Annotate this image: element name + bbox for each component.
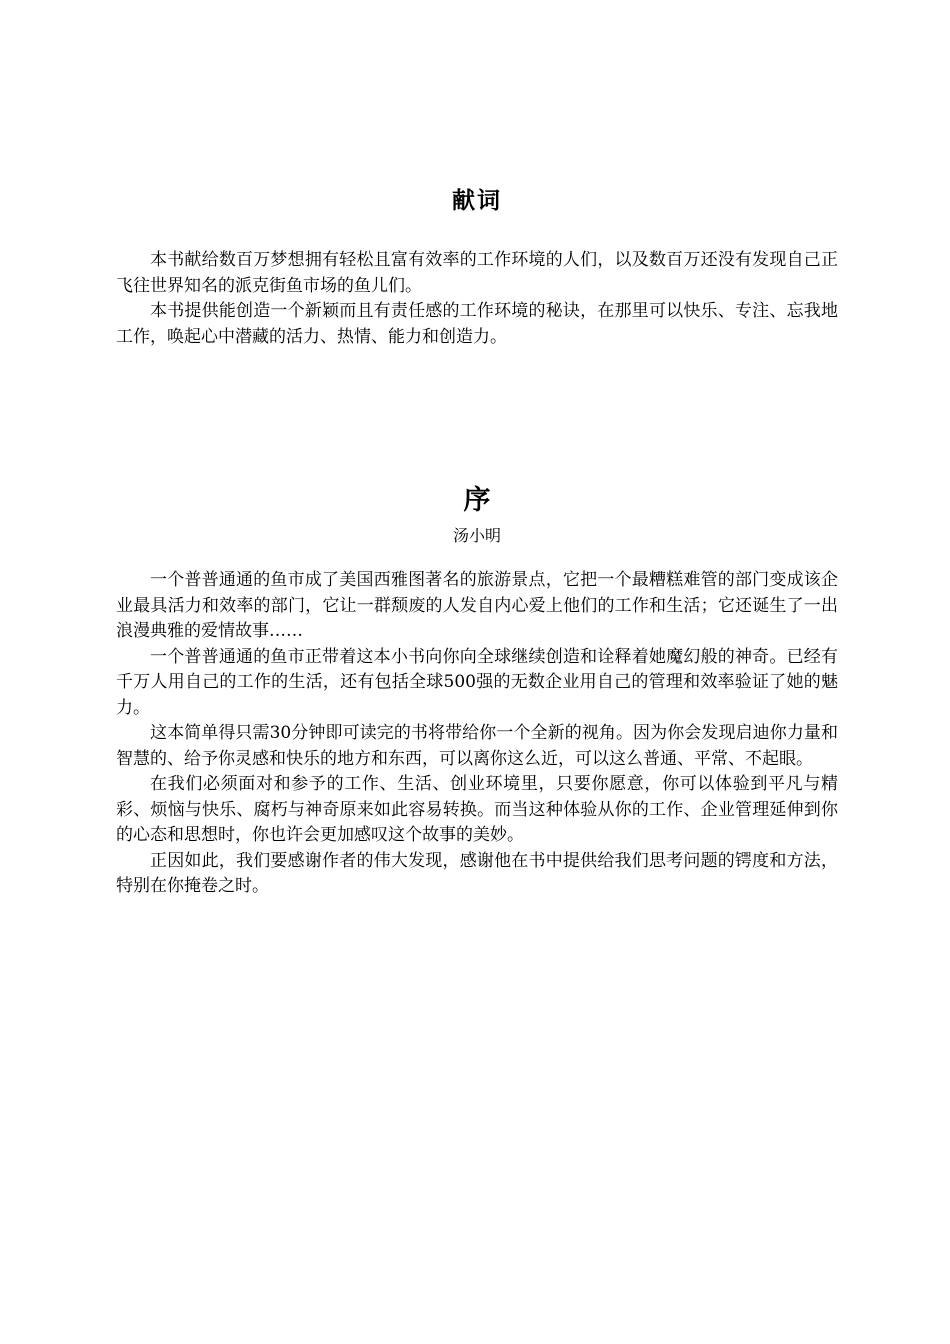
preface-paragraph: 在我们必须面对和参予的工作、生活、创业环境里，只要你愿意，你可以体验到平凡与精彩、烦恼与快乐、腐朽与神奇原来如此容易转换。而当这种体验从你的工作、企业管理延伸到你的心态和思想时，你也许会更加感叹这个故事的美妙。 [116,774,838,845]
dedication-title: 献词 [452,187,502,214]
dedication-body [116,248,838,350]
preface-author: 汤小明 [452,526,501,545]
preface-paragraph: 一个普普通通的鱼市正带着这本小书向你向全球继续创造和诠释着她魔幻般的神奇。已经有千万人用自己的工作的生活，还有包括全球500强的无数企业用自己的管理和效率验证了她的魅力。 [116,646,838,718]
dedication-paragraph: 本书献给数百万梦想拥有轻松且富有效率的工作环境的人们，以及数百万还没有发现自己正飞往世界知名的派克街鱼市场的鱼儿们。 [116,250,838,296]
preface-paragraph: 一个普普通通的鱼市成了美国西雅图著名的旅游景点，它把一个最糟糕难管的部门变成该企业最具活力和效率的部门，它让一群颓废的人发自内心爱上他们的工作和生活；它还诞生了一出浪漫典雅的爱情故事…… [116,570,838,641]
preface-paragraph: 这本简单得只需30分钟即可读完的书将带给你一个全新的视角。因为你会发现启迪你力量和智慧的、给予你灵感和快乐的地方和东西，可以离你这么近，可以这么普通、平常、不起眼。 [116,723,838,769]
preface-body [116,568,838,900]
dedication-section [116,184,838,350]
preface-section [116,482,838,900]
preface-paragraph: 正因如此，我们要感谢作者的伟大发现，感谢他在书中提供给我们思考问题的锷度和方法，特别在你掩卷之时。 [116,850,838,896]
dedication-paragraph: 本书提供能创造一个新颖而且有责任感的工作环境的秘诀，在那里可以快乐、专注、忘我地工作，唤起心中潜藏的活力、热情、能力和创造力。 [116,301,838,347]
preface-title: 序 [463,485,491,516]
